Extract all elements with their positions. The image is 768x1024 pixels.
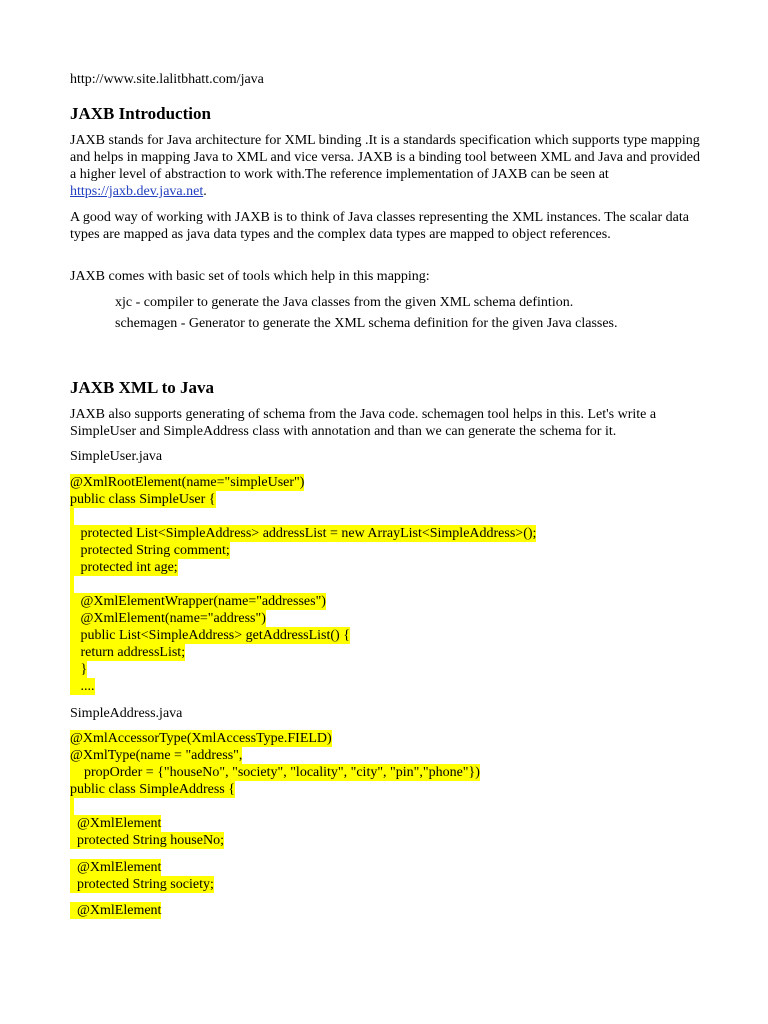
list-item [70, 315, 618, 336]
simpleuser-code-block [70, 474, 536, 695]
code-line: @XmlElement [70, 816, 162, 831]
simpleaddress-code-block [70, 730, 480, 849]
code-line: @XmlElementWrapper(name="addresses") [70, 594, 326, 609]
code-line [70, 508, 74, 525]
jaxb-approach-paragraph: A good way of working with JAXB is to think of Java classes representing the XML instances. The scalar data types are mapped as java data types and the complex data types are mapped to object references. [70, 210, 689, 242]
code-line: public List<SimpleAddress> getAddressList() { [70, 628, 350, 643]
code-line [70, 798, 74, 815]
simpleaddress-filename: SimpleAddress.java [70, 706, 183, 721]
code-line: public class SimpleUser { [70, 492, 216, 507]
intro-paragraph-text: JAXB stands for Java architecture for XML binding .It is a standards specification which supports type mapping and helps in mapping Java to XML and vice versa. JAXB is a binding tool between XML and Java and provided a higher level of abstraction to work with.The reference implementation of JAXB can be seen at [70, 133, 700, 182]
code-line: return addressList; [70, 645, 186, 660]
code-line: } [70, 662, 88, 677]
code-line [70, 576, 74, 593]
tool-schemagen: schemagen - Generator to generate the XML schema definition for the given Java classes. [115, 316, 618, 331]
code-line: @XmlAccessorType(XmlAccessType.FIELD) [70, 731, 332, 746]
tools-list [70, 294, 618, 336]
intro-paragraph-end: . [203, 184, 207, 199]
schemagen-paragraph: JAXB also supports generating of schema from the Java code. schemagen tool helps in this. Let's write a SimpleUser and SimpleAddress class with annotation and than we can generate the schema for it. [70, 407, 657, 439]
code-line: @XmlElement(name="address") [70, 611, 266, 626]
code-line: protected String houseNo; [70, 833, 224, 848]
tool-xjc: xjc - compiler to generate the Java classes from the given XML schema defintion. [115, 295, 574, 310]
code-line: @XmlElement [70, 903, 162, 918]
code-line: @XmlRootElement(name="simpleUser") [70, 475, 305, 490]
section-title-jaxb-introduction: JAXB Introduction [70, 104, 211, 123]
simpleaddress-code-block-2 [70, 859, 214, 893]
tools-intro-paragraph: JAXB comes with basic set of tools which help in this mapping: [70, 269, 430, 284]
section-title-jaxb-xml-to-java: JAXB XML to Java [70, 378, 215, 397]
code-line: @XmlType(name = "address", [70, 748, 243, 763]
code-line: .... [70, 679, 95, 694]
code-line: public class SimpleAddress { [70, 782, 235, 797]
code-line: protected List<SimpleAddress> addressList = new ArrayList<SimpleAddress>(); [70, 526, 537, 541]
code-line: propOrder = {"houseNo", "society", "locality", "city", "pin","phone"}) [70, 765, 480, 780]
list-item [70, 294, 618, 315]
code-line: protected String society; [70, 877, 214, 892]
code-line: protected String comment; [70, 543, 230, 558]
jaxb-link[interactable]: https://jaxb.dev.java.net [70, 184, 204, 199]
code-line: @XmlElement [70, 860, 162, 875]
page-url[interactable]: http://www.site.lalitbhatt.com/java [70, 72, 264, 87]
intro-paragraph [70, 132, 700, 200]
code-line: protected int age; [70, 560, 178, 575]
simpleaddress-code-block-3 [70, 902, 161, 919]
simpleuser-filename: SimpleUser.java [70, 449, 163, 464]
